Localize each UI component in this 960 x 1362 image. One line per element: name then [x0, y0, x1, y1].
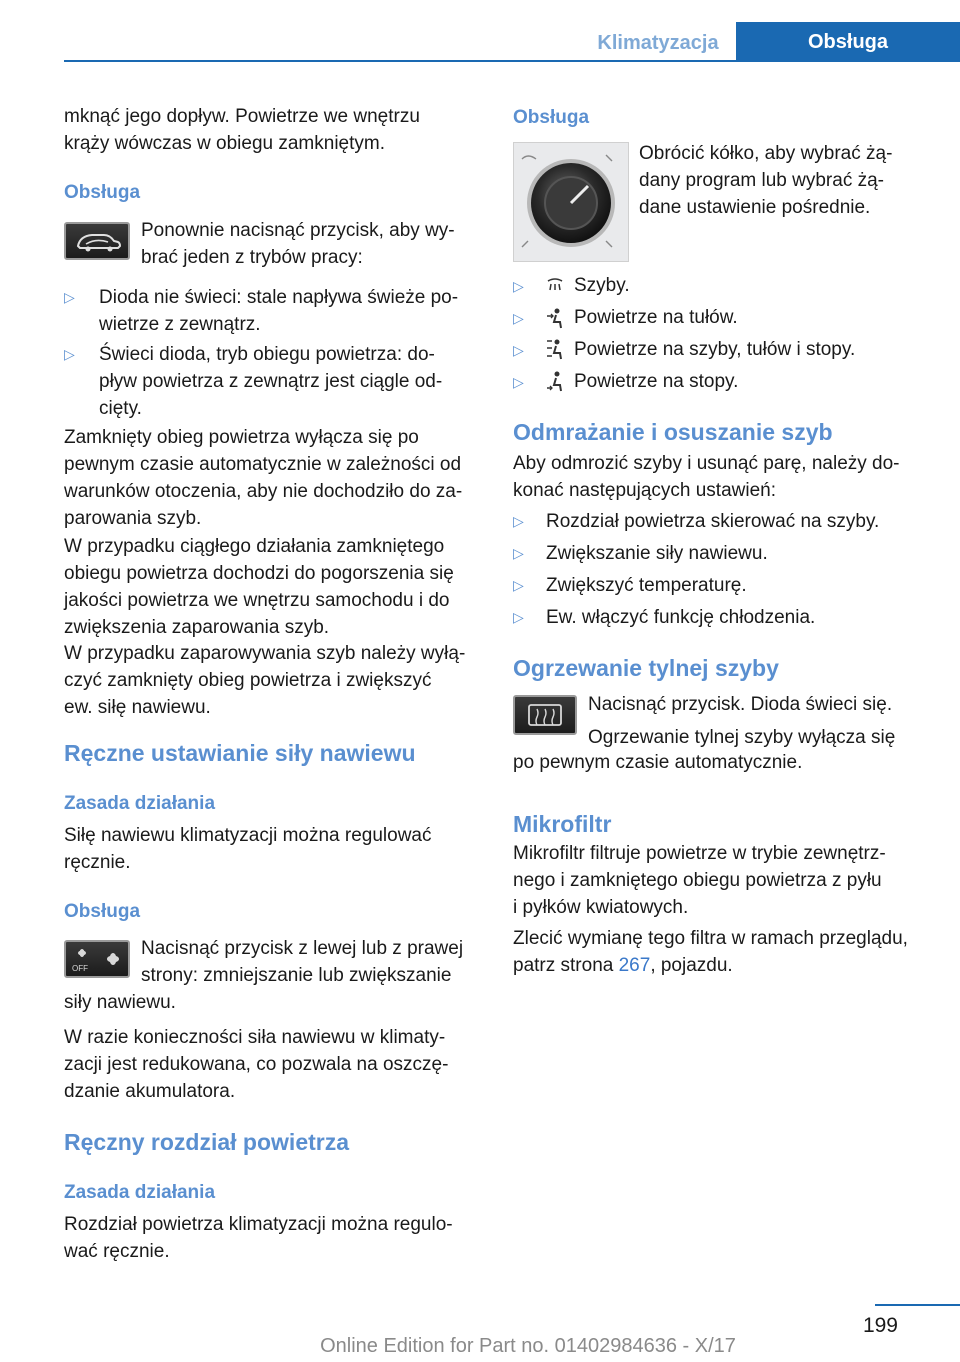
microfilter-service-text: Zlecić wymianę tego filtra w ramach przeglądu, patrz strona 267, pojazdu. [513, 928, 908, 976]
header-chapter-tab: Obsługa [736, 22, 960, 62]
rear-window-text-2: Ogrzewanie tylnej szyby wyłącza się [588, 727, 896, 748]
air-distribution-dial-icon [513, 142, 629, 262]
heading-microfilter: Mikrofiltr [513, 811, 612, 837]
bullet-marker: ▷ [513, 577, 524, 593]
bullet-marker: ▷ [513, 310, 524, 326]
heading-defrost: Odmrażanie i osuszanie szyb [513, 419, 833, 445]
mode-footwell: Powietrze na stopy. [574, 371, 739, 392]
paragraph-battery: W razie konieczności siła nawiewu w klimaty- zacji jest redukowana, co pozwala na oszczę- dzanie akumulatora. [64, 1027, 449, 1102]
heading-rear-window: Ogrzewanie tylnej szyby [513, 655, 779, 681]
page-link[interactable]: 267 [618, 955, 651, 976]
edition-note: Online Edition for Part no. 01402984636 - X/17 [320, 1335, 736, 1357]
page-number: 199 [862, 1314, 898, 1337]
bullet-marker: ▷ [513, 609, 524, 625]
footer-rule [875, 1304, 960, 1306]
fan-speed-button-icon [64, 940, 130, 978]
defrost-step: Zwiększyć temperaturę. [546, 575, 747, 596]
obsluga-text-1: Ponownie nacisnąć przycisk, aby wy- brać jeden z trybów pracy: [141, 220, 455, 268]
mode-upper-body: Powietrze na tułów. [574, 307, 738, 328]
svg-text:OFF: OFF [72, 964, 88, 973]
paragraph-closed-loop: Zamknięty obieg powietrza wyłącza się po pewnym czasie automatycznie w zależności od warunków otoczenia, aby nie dochodziło do za- parowania szyb. [64, 427, 463, 529]
windshield-mode-icon [546, 277, 564, 295]
bullet-item: Świeci dioda, tryb obiegu powietrza: do- pływ powietrza z zewnątrz jest ciągle od- cięty. [99, 344, 443, 419]
obsluga-text-2: Nacisnąć przycisk z lewej lub z prawej strony: zmniejszanie lub zwiększanie [141, 938, 464, 986]
obsluga-text-right: Obrócić kółko, aby wybrać żą- dany program lub wybrać żą- dane ustawienie pośrednie. [639, 143, 893, 218]
mode-all: Powietrze na szyby, tułów i stopy. [574, 339, 856, 360]
paragraph-air-quality: W przypadku ciągłego działania zamkniętego obiegu powietrza dochodzi do pogorszenia się jakości powietrza we wnętrzu samochodu i do zwiększenia zaparowania szyb. [64, 536, 454, 638]
bullet-marker: ▷ [64, 289, 75, 305]
zasada-heading-2: Zasada działania [64, 1182, 216, 1203]
zasada-text-2: Rozdział powietrza klimatyzacji można regulo- wać ręcznie. [64, 1214, 453, 1262]
recirculation-button-icon [64, 222, 130, 260]
mode-windshield: Szyby. [574, 275, 630, 296]
bullet-marker: ▷ [513, 545, 524, 561]
zasada-heading-1: Zasada działania [64, 793, 216, 814]
intro-paragraph: mknąć jego dopływ. Powietrze we wnętrzu krąży wówczas w obiegu zamkniętym. [64, 106, 420, 154]
bullet-item: Dioda nie świeci: stale napływa świeże po- wietrze z zewnątrz. [99, 287, 459, 335]
obsluga-heading-right: Obsługa [513, 107, 590, 128]
microfilter-text: Mikrofiltr filtruje powietrze w trybie zewnętrz- nego i zamkniętego obiegu powietrza z pyłu i pyłków kwiatowych. [513, 843, 886, 918]
upper-body-mode-icon [546, 307, 564, 329]
bullet-marker: ▷ [513, 278, 524, 294]
bullet-marker: ▷ [513, 342, 524, 358]
header-rule [64, 60, 960, 62]
obsluga-text-2-cont: siły nawiewu. [64, 992, 176, 1013]
bullet-marker: ▷ [64, 346, 75, 362]
defrost-step: Rozdział powietrza skierować na szyby. [546, 511, 880, 532]
all-mode-icon [546, 338, 564, 360]
rear-defrost-button-icon [513, 695, 577, 735]
defrost-step: Ew. włączyć funkcję chłodzenia. [546, 607, 816, 628]
paragraph-fogging: W przypadku zaparowywania szyb należy wyłą- czyć zamknięty obieg powietrza i zwiększyć ew. siłę nawiewu. [64, 643, 466, 718]
rear-window-text-3: po pewnym czasie automatycznie. [513, 752, 803, 773]
bullet-marker: ▷ [513, 513, 524, 529]
obsluga-heading-1: Obsługa [64, 182, 141, 203]
footwell-mode-icon [546, 370, 564, 392]
heading-air-distribution: Ręczny rozdział powietrza [64, 1129, 350, 1155]
heading-fan-speed: Ręczne ustawianie siły nawiewu [64, 740, 416, 766]
bullet-marker: ▷ [513, 374, 524, 390]
defrost-intro: Aby odmrozić szyby i usunąć parę, należy do- konać następujących ustawień: [513, 453, 900, 501]
obsluga-heading-2: Obsługa [64, 901, 141, 922]
header-section-tab: Klimatyzacja [597, 32, 719, 54]
defrost-step: Zwiększanie siły nawiewu. [546, 543, 768, 564]
rear-window-text-1: Nacisnąć przycisk. Dioda świeci się. [588, 694, 893, 715]
zasada-text-1: Siłę nawiewu klimatyzacji można regulować ręcznie. [64, 825, 432, 873]
